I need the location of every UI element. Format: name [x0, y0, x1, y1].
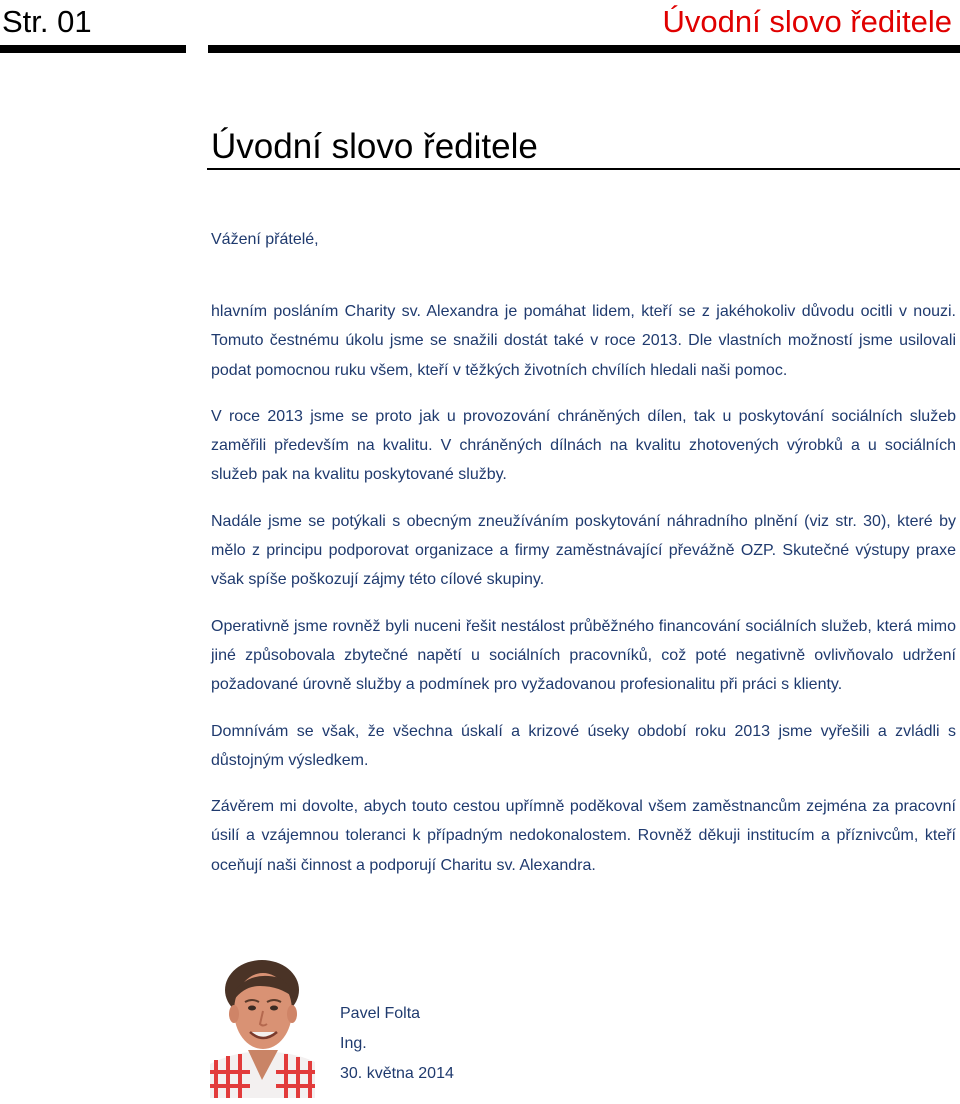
- article-title: Úvodní slovo ředitele: [211, 127, 538, 166]
- paragraph: Závěrem mi dovolte, abych touto cestou upřímně poděkoval všem zaměstnancům zejména za pracovní úsilí a vzájemnou toleranci k případným nedokonalostem. Rovněž děkuji institucím a příznivcům, kteří oceňují naši činnost a podporují Charitu sv. Alexandra.: [211, 798, 956, 874]
- paragraph: Nadále jsme se potýkali s obecným zneužíváním poskytování náhradního plnění (viz str. 30), které by mělo z principu podporovat organizace a firmy zaměstnávající převážně OZP. Skutečné výstupy praxe však spíše poškozují zájmy této cílové skupiny.: [211, 512, 956, 589]
- director-photo: [210, 956, 315, 1098]
- paragraph: V roce 2013 jsme se proto jak u provozování chráněných dílen, tak u poskytování sociálních služeb zaměřili především na kvalitu. V chráněných dílnách na kvalitu zhotovených výrobků a u sociálních služeb pak na kvalitu poskytované služby.: [211, 407, 956, 484]
- paragraph: Domnívám se však, že všechna úskalí a krizové úseky období roku 2013 jsme vyřešili a zvládli s důstojným výsledkem.: [211, 722, 956, 769]
- greeting: Vážení přátelé,: [211, 231, 319, 248]
- paragraph: hlavním posláním Charity sv. Alexandra je pomáhat lidem, kteří se z jakéhokoliv důvodu ocitli v nouzi. Tomuto čestnému úkolu jsme se snažili dostát také v roce 2013. Dle vlastních možností jsme usilovali podat pomocnou ruku všem, kteří v těžkých životních chvílích hledali naši pomoc.: [211, 303, 956, 379]
- signatory-title: Ing.: [340, 1035, 367, 1052]
- paragraph: Operativně jsme rovněž byli nuceni řešit nestálost průběžného financování sociálních služeb, která mimo jiné způsobovala zbytečné napětí u sociálních pracovníků, což poté negativně ovlivňovalo udržení požadované úrovně služby a podmínek pro vyžadovanou profesionalitu při práci s klienty.: [211, 617, 956, 694]
- signature-date: 30. května 2014: [340, 1065, 454, 1082]
- signature-block: [340, 999, 454, 1089]
- page-number: Str. 01: [2, 4, 92, 39]
- title-rule: [207, 168, 960, 170]
- header-bar-left: [0, 45, 186, 53]
- article-body: [211, 297, 956, 897]
- section-header-title: Úvodní slovo ředitele: [662, 4, 952, 39]
- header-bar-right: [208, 45, 960, 53]
- signatory-name: Pavel Folta: [340, 1005, 421, 1022]
